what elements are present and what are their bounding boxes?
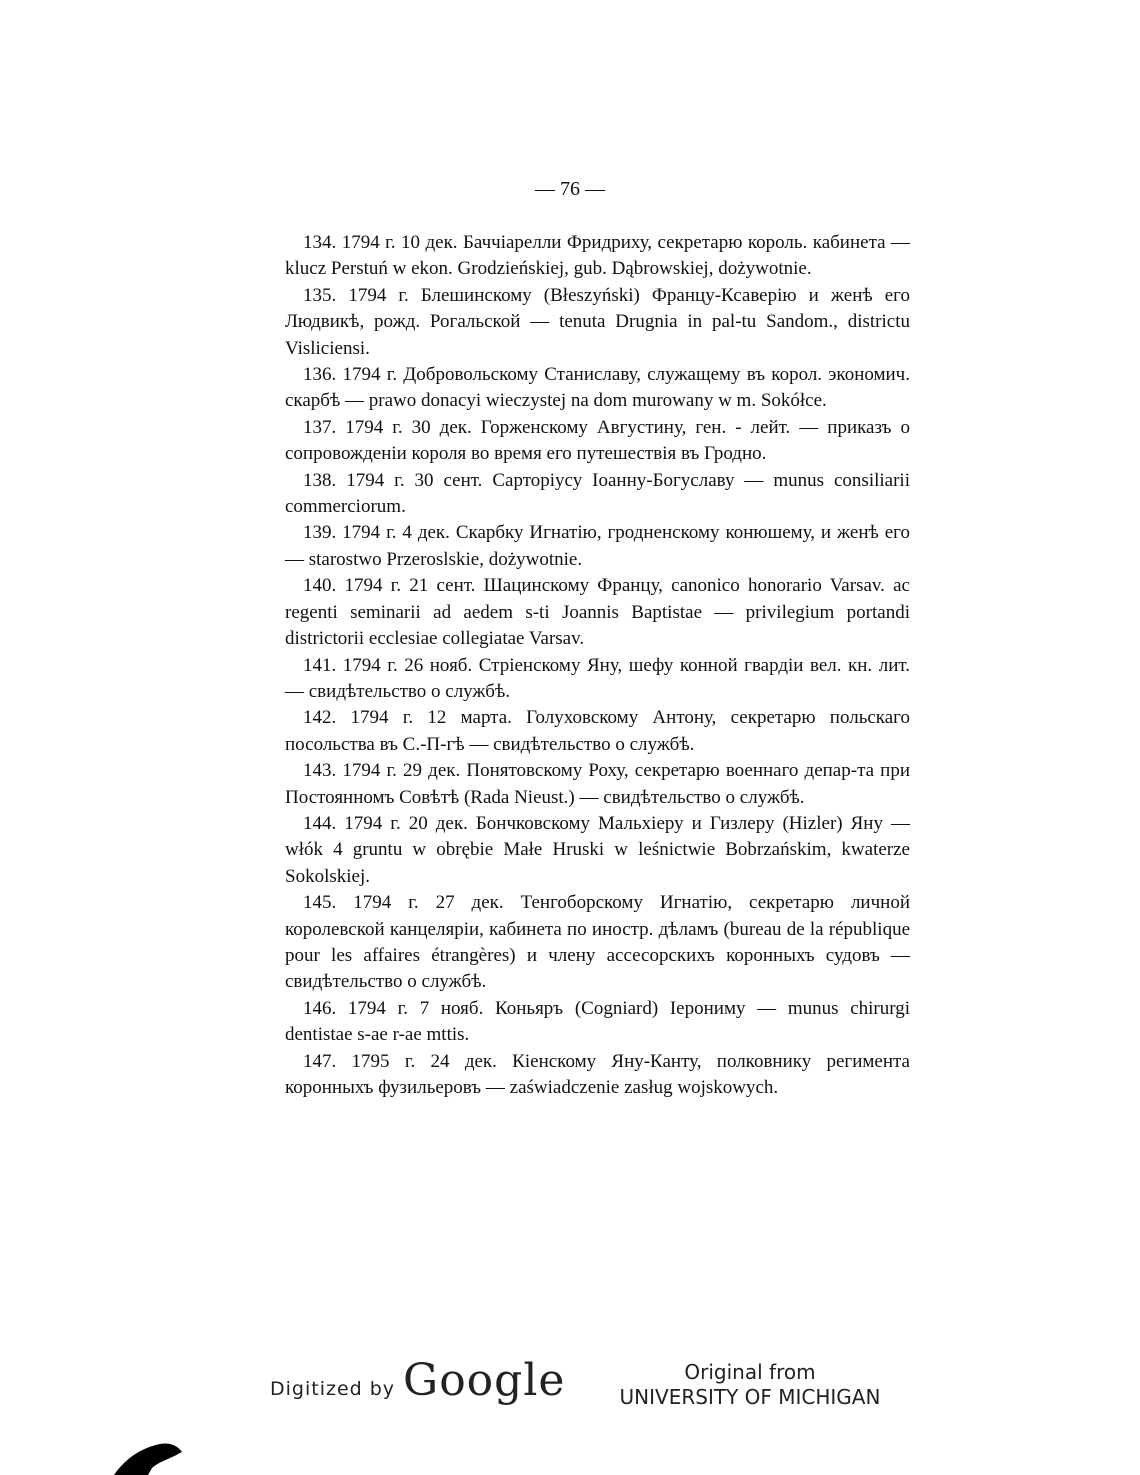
entry-147: 147. 1795 г. 24 дек. Кіенскому Яну-Канту, полковнику регимента коронныхъ фузильеровъ — zaświadczenie zasług wojskowych. [285,1050,910,1098]
entry-137: 137. 1794 г. 30 дек. Горженскому Августину, ген. - лейт. — приказъ о сопровожденіи короля во время его путешествія въ Гродно. [285,416,910,465]
digitized-label: Digitized by [270,1378,396,1400]
entry-142: 142. 1794 г. 12 марта. Голуховскому Антону, секретарю польскаго посольства въ С.-П-гѣ — свидѣтельство о службѣ. [285,707,910,755]
entry-135: 135. 1794 г. Блешинскому (Błeszyński) Францу-Ксаверію и женѣ его Людвикѣ, рожд. Рогальской — tenuta Drugnia in pal-tu Sandom., districtu Visliciensi. [285,284,910,359]
google-logo: Google [403,1355,566,1406]
entry-146: 146. 1794 г. 7 нояб. Коньяръ (Cogniard) Іерониму — munus chirurgi dentistae s-ae r-ae mttis. [285,997,910,1046]
entry-136: 136. 1794 г. Добровольскому Станиславу, служащему въ корол. экономич. скарбѣ — prawo donacyi wieczystej na dom murowany w m. Sokółce. [285,364,910,412]
original-from-label: Original from [684,1360,816,1384]
entry-141: 141. 1794 г. 26 нояб. Стріенскому Яну, шефу конной гвардіи вел. кн. лит. — свидѣтельство о службѣ. [285,654,910,702]
scan-corner-mark [112,1438,192,1475]
entry-145: 145. 1794 г. 27 дек. Тенгоборскому Игнатію, секретарю личной королевской канцеляріи, кабинета по иностр. дѣламъ (bureau de la république pour les affaires étrangères) и члену ассесорскихъ коронныхъ судовъ — свидѣтельство о службѣ. [285,892,910,993]
entry-138: 138. 1794 г. 30 сент. Сарторіусу Іоанну-Богуславу — munus consiliarii commerciorum. [285,469,910,518]
entry-134: 134. 1794 г. 10 дек. Баччіарелли Фридриху, секретарю король. кабинета — klucz Perstuń w ekon. Grodzieńskiej, gub. Dąbrowskiej, dożywotnie. [285,232,910,280]
entry-139: 139. 1794 г. 4 дек. Скарбку Игнатію, гродненскому конюшему, и женѣ его — starostwo Przeroslskie, dożywotnie. [285,522,910,570]
institution-name: UNIVERSITY OF MICHIGAN [619,1385,881,1409]
original-from-watermark [600,1360,900,1410]
entries-list [285,230,910,1101]
page-number: — 76 — [535,178,605,200]
digitized-by-watermark [270,1355,565,1406]
entry-144: 144. 1794 г. 20 дек. Бончковскому Мальхіеру и Гизлеру (Hizler) Яну — włók 4 gruntu w obrębie Małe Hruski w leśnictwie Bobrzańskim, kwaterze Sokolskiej. [285,812,910,887]
entry-140: 140. 1794 г. 21 сент. Шацинскому Францу, canonico honorario Varsav. ac regenti seminarii ad aedem s-ti Joannis Baptistae — privilegium portandi districtorii ecclesiae collegiatae Varsav. [285,575,910,650]
entry-143: 143. 1794 г. 29 дек. Понятовскому Роху, секретарю военнаго депар-та при Постоянномъ Совѣтѣ (Rada Nieust.) — свидѣтельство о службѣ. [285,760,910,808]
